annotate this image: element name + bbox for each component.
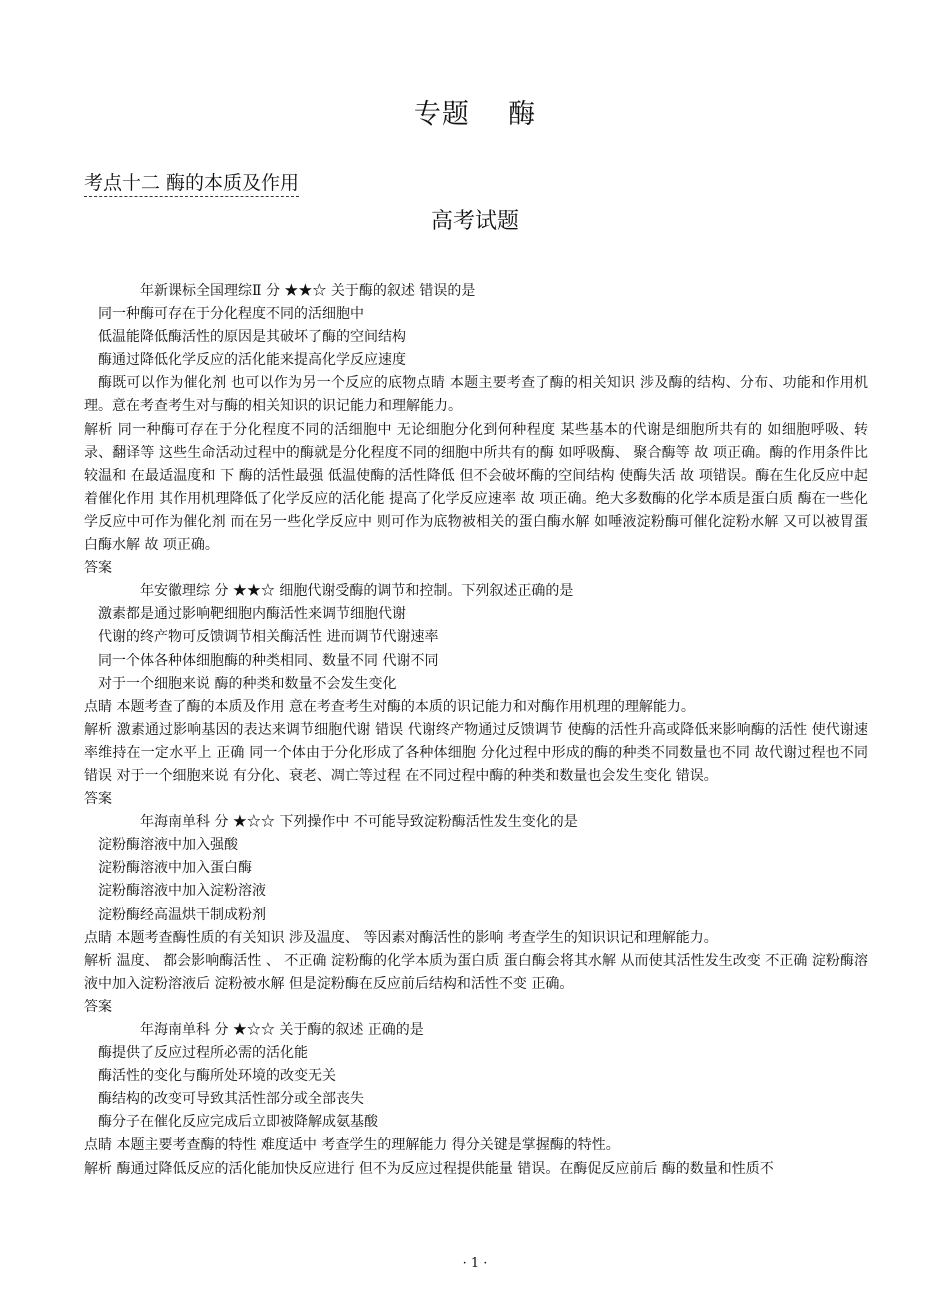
subtitle: 高考试题	[430, 209, 519, 234]
question-content	[84, 280, 868, 1181]
text-line: 解析 酶通过降低反应的活化能加快反应进行 但不为反应过程提供能量 错误。在酶促反应前后 酶的数量和性质不	[84, 1160, 774, 1177]
text-line: 淀粉酶溶液中加入强酸	[98, 837, 238, 854]
text-line: 淀粉酶溶液中加入淀粉溶液	[98, 883, 266, 900]
page-number: · 1 ·	[462, 1256, 488, 1271]
text-line: 点睛 本题考查了酶的本质及作用 意在考查考生对酶的本质的识记能力和对酶作用机理的理解能力。	[84, 698, 695, 715]
text-line: 酶活性的变化与酶所处环境的改变无关	[98, 1068, 336, 1085]
text-line: 点睛 本题主要考查酶的特性 难度适中 考查学生的理解能力 得分关键是掌握酶的特性。	[84, 1137, 620, 1154]
text-line: 年安徽理综 分 ★★☆ 细胞代谢受酶的调节和控制。下列叙述正确的是	[140, 583, 574, 600]
text-line: 对于一个细胞来说 酶的种类和数量不会发生变化	[98, 675, 397, 692]
text-line: 代谢的终产物可反馈调节相关酶活性 进而调节代谢速率	[98, 629, 439, 646]
text-line: 解析 温度、 都会影响酶活性 、 不正确 淀粉酶的化学本质为蛋白质 蛋白酶会将其水解 从而使其活性发生改变 不正确 淀粉酶溶液中加入淀粉溶液后 淀粉被水解 但是淀粉酶在反应前后结构和活性不变 正确。	[84, 952, 868, 992]
text-line: 酶分子在催化反应完成后立即被降解成氨基酸	[98, 1114, 378, 1131]
text-line: 解析 同一种酶可存在于分化程度不同的活细胞中 无论细胞分化到何种程度 某些基本的代谢是细胞所共有的 如细胞呼吸、转录、翻译等 这些生命活动过程中的酶就是分化程度不同的细胞中所共有的酶 如呼吸酶、 聚合酶等 故 项正确。酶的作用条件比较温和 在最适温度和 下 酶的活性最强 低温使酶的活性降低 但不会破坏酶的空间结构 使酶失活 故 项错误。酶在生化反应中起着催化作用 其作用机理降低了化学反应的活化能 提高了化学反应速率 故 项正确。绝大多数酶的化学本质是蛋白质 酶在一些化学反应中可作为催化剂 而在另一些化学反应中 则可作为底物被相关的蛋白酶水解 如唾液淀粉酶可催化淀粉水解 又可以被胃蛋白酶水解 故 项正确。	[84, 421, 868, 554]
text-line: 低温能降低酶活性的原因是其破坏了酶的空间结构	[98, 329, 406, 346]
text-line: 淀粉酶经高温烘干制成粉剂	[98, 906, 266, 923]
text-line: 酶结构的改变可导致其活性部分或全部丧失	[98, 1091, 364, 1108]
text-line: 年海南单科 分 ★☆☆ 关于酶的叙述 正确的是	[140, 1022, 424, 1038]
text-line: 淀粉酶溶液中加入蛋白酶	[98, 860, 252, 877]
text-line: 年新课标全国理综Ⅱ 分 ★★☆ 关于酶的叙述 错误的是	[140, 283, 476, 299]
text-line: 同一种酶可存在于分化程度不同的活细胞中	[98, 306, 364, 323]
text-line: 答案	[84, 560, 112, 577]
text-line: 酶提供了反应过程所必需的活化能	[98, 1045, 308, 1062]
text-line: 答案	[84, 791, 112, 808]
text-line: 解析 激素通过影响基因的表达来调节细胞代谢 错误 代谢终产物通过反馈调节 使酶的活性升高或降低来影响酶的活性 使代谢速率维持在一定水平上 正确 同一个体由于分化形成了各种体细胞 分化过程中形成的酶的种类不同数量也不同 故代谢过程也不同 错误 对于一个细胞来说 有分化、衰老、凋亡等过程 在不同过程中酶的种类和数量也会发生变化 错误。	[84, 721, 868, 784]
text-line: 年海南单科 分 ★☆☆ 下列操作中 不可能导致淀粉酶活性发生变化的是	[140, 814, 578, 831]
page-title: 专题 酶	[413, 99, 537, 130]
text-line: 酶既可以作为催化剂 也可以作为另一个反应的底物点睛 本题主要考查了酶的相关知识 涉及酶的结构、分布、功能和作用机理。意在考查考生对与酶的相关知识的识记能力和理解能力。	[84, 375, 868, 415]
text-line: 酶通过降低化学反应的活化能来提高化学反应速度	[98, 352, 406, 369]
text-line: 激素都是通过影响靶细胞内酶活性来调节细胞代谢	[98, 606, 406, 623]
text-line: 同一个体各种体细胞酶的种类相同、数量不同 代谢不同	[98, 652, 439, 669]
text-line: 答案	[84, 998, 112, 1015]
text-line: 点睛 本题考查酶性质的有关知识 涉及温度、 等因素对酶活性的影响 考查学生的知识识记和理解能力。	[84, 929, 718, 946]
section-heading: 考点十二 酶的本质及作用	[84, 168, 299, 197]
